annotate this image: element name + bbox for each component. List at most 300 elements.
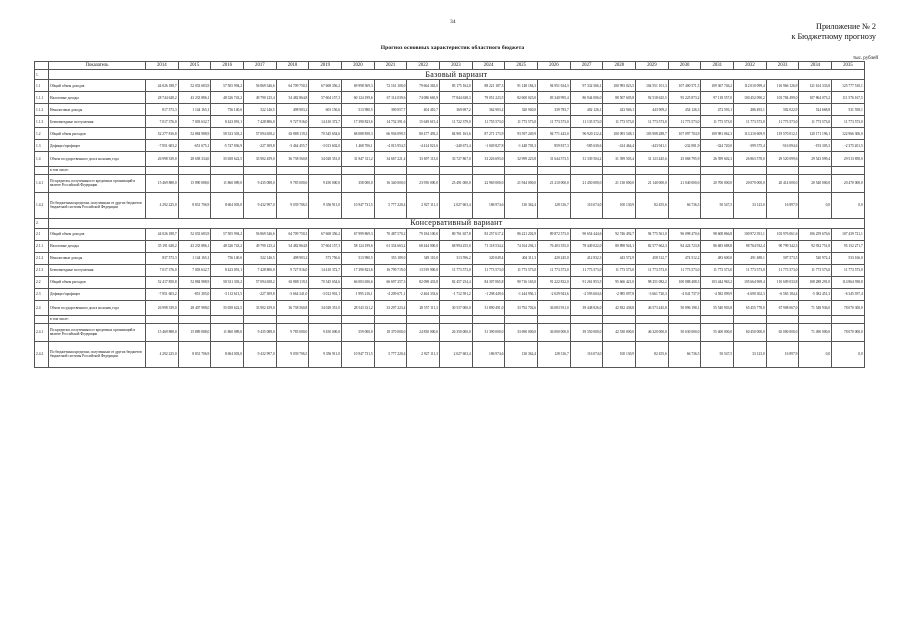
value-cell [505,167,538,175]
value-cell: 25 068 795,9 [668,152,701,167]
value-cell: -4 041 737,9 [668,288,701,300]
value-cell: 9 785 000,0 [276,323,309,341]
value-cell: 10 947 731,5 [342,192,375,218]
value-cell: -7 851 603,2 [146,140,179,152]
row-number: 1.4.2 [35,192,49,218]
value-cell [832,167,865,175]
value-cell: 91 148 184,3 [505,80,538,92]
value-cell: 8 423 091,1 [211,116,244,128]
value-cell: 29 513 858,0 [832,152,865,167]
value-cell: 116 074,0 [570,341,603,367]
value-cell: 89 872 573,0 [538,228,571,240]
row-number: 2.4.1 [35,323,49,341]
value-cell: -4 690 302,3 [734,288,767,300]
value-cell: 26 399 602,3 [701,152,734,167]
header-cell-year: 2015 [178,62,211,70]
value-cell: 11 135 573,0 [570,116,603,128]
table-row [35,288,865,300]
value-cell: 8 423 091,1 [211,264,244,276]
row-number: 2.2 [35,276,49,288]
value-cell: 33 902 459,0 [244,152,277,167]
value-cell: 50 547,5 [701,192,734,218]
value-cell: 7 003 632,7 [178,264,211,276]
value-cell: 90 654 444,6 [570,228,603,240]
value-cell: 50 547,5 [701,341,734,367]
value-cell: 92 518 625,5 [636,92,669,104]
value-cell: 474 512,2 [668,252,701,264]
value-cell: 44 026 188,7 [146,80,179,92]
value-cell: 23 491 000,0 [440,174,473,192]
value-cell [374,315,407,323]
value-cell: 1 468 706,1 [342,140,375,152]
table-row [35,128,865,140]
value-cell [309,167,342,175]
value-cell: -5 382 451,3 [799,288,832,300]
value-cell: 7 003 632,7 [178,116,211,128]
table-row [35,104,865,116]
value-cell: 103 976 061,6 [766,228,799,240]
header-cell-year: 2035 [832,62,865,70]
table-row [35,252,865,264]
value-cell: 14 410 372,7 [309,116,342,128]
value-cell: 71 548 936,0 [799,300,832,315]
value-cell: 10 947 731,5 [342,341,375,367]
value-cell [799,315,832,323]
value-cell: 11 860 089,0 [211,323,244,341]
header-cell-index [35,62,49,70]
value-cell: 97 118 557,0 [701,92,734,104]
value-cell: 18 370 000,0 [374,323,407,341]
value-cell: 0,0 [832,192,865,218]
value-cell: 94 775 561,0 [636,228,669,240]
row-number: 1.3 [35,140,49,152]
value-cell: 86 221 202,9 [505,228,538,240]
value-cell: 11 773 573,0 [799,264,832,276]
value-cell: 42 832 438,8 [603,300,636,315]
value-cell: 84 307 065,8 [472,276,505,288]
value-cell: -240 673,4 [440,140,473,152]
value-cell: 58 331 303,2 [211,276,244,288]
value-cell: 122 966 306,0 [832,128,865,140]
value-cell: 43 233 886,1 [178,92,211,104]
value-cell: 483 600,0 [701,252,734,264]
value-cell: 94 951 634,3 [538,80,571,92]
value-cell: 186 974,6 [472,341,505,367]
header-cell-year: 2027 [570,62,603,70]
value-cell [766,167,799,175]
value-cell: 110 609 033,8 [766,276,799,288]
value-cell: 11 773 573,0 [636,264,669,276]
value-cell: 98 251 082,2 [636,276,669,288]
header-cell-year: 2014 [146,62,179,70]
value-cell [276,167,309,175]
value-cell [701,167,734,175]
value-cell [701,315,734,323]
section-title: Базовый вариант [49,70,865,80]
value-cell: 9 039 706,5 [276,192,309,218]
value-cell: 90 716 165,0 [505,276,538,288]
value-cell: 87 271 173,9 [472,128,505,140]
value-cell: 8 831 706,9 [178,192,211,218]
value-cell [766,315,799,323]
value-cell [505,315,538,323]
value-cell: 5 777 220,4 [374,192,407,218]
section-row [35,218,865,228]
value-cell: 17 390 823,6 [342,116,375,128]
header-cell-year: 2032 [734,62,767,70]
header-cell-year: 2030 [668,62,701,70]
row-label: Налоговые доходы [49,240,146,252]
value-cell: 20 540 000,0 [799,174,832,192]
value-cell: 0,0 [832,341,865,367]
value-cell: 11 773 573,0 [832,116,865,128]
value-cell: 17 390 823,6 [342,264,375,276]
row-number: 2.3 [35,288,49,300]
table-row [35,140,865,152]
value-cell: 100 972 391,1 [734,228,767,240]
value-cell: -4 414 021,6 [407,140,440,152]
value-cell: -1 298 449,6 [472,288,505,300]
value-cell: -2 464 333,6 [407,288,440,300]
value-cell: 43 233 886,1 [178,240,211,252]
value-cell: 96 920 112,4 [570,128,603,140]
header-cell-year: 2024 [472,62,505,70]
value-cell: 71 118 534,2 [472,240,505,252]
value-cell: 66 736,5 [668,341,701,367]
value-cell: 9 450 000,0 [309,323,342,341]
value-cell: 21 140 000,0 [636,174,669,192]
value-cell [734,167,767,175]
value-cell: 28 557 111,3 [407,300,440,315]
value-cell: 88 507 605,8 [603,92,636,104]
value-cell: 36 000 000,0 [538,323,571,341]
value-cell: 34 028 351,0 [309,300,342,315]
value-cell: 491 488,1 [734,252,767,264]
value-cell: 116 966 126,9 [766,80,799,92]
value-cell: 49 790 125,4 [244,240,277,252]
value-cell: -227 309,8 [244,288,277,300]
value-cell: 28 744 628,2 [146,92,179,104]
section-index: 2. [35,218,49,228]
value-cell: 68 444 000,0 [407,240,440,252]
value-cell: 52 033 683,9 [178,80,211,92]
appendix-heading [791,22,876,41]
value-cell: 603 156,6 [309,104,342,116]
value-cell [668,167,701,175]
value-cell [178,167,211,175]
value-cell: 454 126,3 [668,104,701,116]
value-cell: 358 000,0 [342,174,375,192]
table-row [35,264,865,276]
value-cell: 11 773 573,0 [636,116,669,128]
row-number: 1.1 [35,80,49,92]
value-cell: 14 410 372,7 [309,264,342,276]
value-cell: 79 184 100,0 [407,228,440,240]
value-cell: 756 140,6 [211,104,244,116]
value-cell: -2 375 201,5 [832,140,865,152]
row-label: в том числе: [49,167,146,175]
value-cell: 35 658 622,5 [211,300,244,315]
value-cell: 48 326 743,2 [211,240,244,252]
header-cell-year: 2021 [374,62,407,70]
value-cell: 65 000 000,0 [766,323,799,341]
value-cell: 84 424 723,8 [668,240,701,252]
value-cell: 100 130,9 [603,341,636,367]
value-cell: 16 340 000,0 [374,174,407,192]
value-cell: 26 863 578,0 [734,152,767,167]
value-cell: 11 773 573,0 [734,264,767,276]
value-cell: 313 596,2 [440,252,473,264]
value-cell: 423 946,1 [603,104,636,116]
value-cell: 34 028 351,0 [309,152,342,167]
value-cell: 46 320 000,0 [636,323,669,341]
value-cell: -3 464 455,7 [276,140,309,152]
value-cell: 67 999 869,3 [342,228,375,240]
value-cell: 33 690 000,0 [505,323,538,341]
value-cell: 412 832,3 [570,252,603,264]
value-cell: 349 110,0 [407,252,440,264]
value-cell: 36 738 560,8 [276,152,309,167]
value-cell: -3 661 720,3 [636,288,669,300]
value-cell: 31 390 000,0 [472,323,505,341]
value-cell: 57 604 157,3 [309,240,342,252]
header-cell-year: 2020 [342,62,375,70]
value-cell: 67 668 356,2 [309,228,342,240]
value-cell: 56 869 346,6 [244,228,277,240]
value-cell: -3 013 602,0 [309,140,342,152]
value-cell: 44 026 188,7 [146,228,179,240]
table-row [35,240,865,252]
value-cell: 95 152 271,7 [832,240,865,252]
value-cell: 66 003 656,6 [342,276,375,288]
value-cell: 58 333 303,2 [211,128,244,140]
appendix-line-1: Приложение № 2 [816,22,876,31]
table-row [35,174,865,192]
value-cell: 86 683 688,8 [701,240,734,252]
value-cell: 77 844 638,3 [440,92,473,104]
value-cell: 78 070 000,0 [832,323,865,341]
value-cell: 68 994 255,0 [440,240,473,252]
value-cell: 9 356 911,0 [309,341,342,367]
value-cell: 107 097 704,9 [668,128,701,140]
value-cell: 756 140,6 [211,252,244,264]
value-cell: 11 773 573,0 [472,264,505,276]
value-cell: 11 773 573,0 [734,116,767,128]
value-cell: 390 057,7 [374,104,407,116]
value-cell: 92 932 751,8 [799,240,832,252]
unit-label: тыс. рублей [853,56,878,61]
value-cell: 82 457 254,4 [440,276,473,288]
row-number [35,315,49,323]
value-cell: 11 773 573,0 [603,116,636,128]
value-cell: 9 356 911,0 [309,192,342,218]
value-cell: 79 051 223,5 [472,92,505,104]
value-cell: 9 785 000,0 [276,174,309,192]
value-cell: 33 123,0 [734,192,767,218]
value-cell: 39 448 826,0 [570,300,603,315]
value-cell: 54 482 864,8 [276,240,309,252]
value-cell: 90 799 342,3 [766,240,799,252]
value-cell: 4 292 225,0 [146,341,179,367]
table-row [35,116,865,128]
value-cell: 9 435 088,0 [244,323,277,341]
value-cell: 70 345 654,6 [309,276,342,288]
value-cell: 96 098 470,6 [668,228,701,240]
value-cell [472,167,505,175]
row-number: 2.1.3 [35,264,49,276]
value-cell: 9 432 997,0 [244,341,277,367]
value-cell: 33 902 459,0 [244,300,277,315]
value-cell: 16 897,9 [766,341,799,367]
value-cell: 103 908 288,7 [636,128,669,140]
value-cell: 11 773 573,0 [505,264,538,276]
table-row [35,323,865,341]
value-cell: 68 088 858,3 [342,128,375,140]
value-cell: 9 450 000,0 [309,174,342,192]
value-cell [407,167,440,175]
value-cell: -585 630,6 [570,140,603,152]
value-cell: 60 450 000,0 [734,323,767,341]
value-cell: -1 448 703,3 [505,140,538,152]
value-cell: 57 094 658,2 [244,128,277,140]
value-cell: 13 919 900,0 [407,264,440,276]
value-cell: -232 081,9 [668,140,701,152]
row-number [35,167,49,175]
value-cell [440,167,473,175]
value-cell: -516 094,6 [766,140,799,152]
row-label: По бюджетным кредитам, полученным от других бюджетов бюджетной системы Российской Федерации [49,192,146,218]
value-cell: -6 345 397,4 [832,288,865,300]
value-cell: 21 450 000,0 [570,174,603,192]
value-cell: 52 033 683,9 [178,228,211,240]
value-cell: 9 727 916,0 [276,264,309,276]
value-cell: 128 316,7 [538,192,571,218]
table-row [35,228,865,240]
value-cell: 33 226 693,0 [472,152,505,167]
value-cell: 11 773 573,0 [832,264,865,276]
value-cell [734,315,767,323]
value-cell: 106 259 676,6 [799,228,832,240]
value-cell [211,315,244,323]
value-cell: 8 604 003,0 [211,192,244,218]
row-number: 2.1.1 [35,240,49,252]
value-cell: -227 309,8 [244,140,277,152]
table-row [35,167,865,175]
value-cell: 74 086 665,9 [407,92,440,104]
page-number: 34 [450,19,456,25]
value-cell: -2 593 604,6 [570,288,603,300]
value-cell: 67 908 067,0 [766,300,799,315]
value-cell: 498 903,2 [276,252,309,264]
value-cell: 88 764 932,4 [734,240,767,252]
value-cell: 531 558,1 [832,104,865,116]
value-cell: -3 012 901,1 [309,288,342,300]
value-cell: 52 884 988,9 [178,128,211,140]
value-cell: 35 658 622,5 [211,152,244,167]
value-cell: 82 455,6 [636,341,669,367]
value-cell: 95 225 873,2 [668,92,701,104]
table-row [35,341,865,367]
value-cell: 2 027 603,4 [440,192,473,218]
value-cell: -443 941,1 [636,140,669,152]
value-cell: 130 362,4 [505,192,538,218]
value-cell: 88 221 187,3 [472,80,505,92]
value-cell: 369 697,2 [440,104,473,116]
value-cell: 11 773 573,0 [538,116,571,128]
header-cell-year: 2019 [309,62,342,70]
row-number: 1.2 [35,128,49,140]
header-cell-year: 2033 [766,62,799,70]
row-number: 1.4.1 [35,174,49,192]
value-cell: 21 040 000,0 [668,174,701,192]
value-cell: 92 746 492,7 [603,228,636,240]
value-cell: 7 017 376,0 [146,116,179,128]
value-cell: 65 455 778,0 [734,300,767,315]
value-cell [342,167,375,175]
value-cell: 54 482 864,8 [276,92,309,104]
value-cell: 11 773 573,0 [668,264,701,276]
value-cell: 573 756,6 [309,252,342,264]
row-label: Налоговые доходы [49,92,146,104]
value-cell: 837 573,3 [146,252,179,264]
value-cell: 11 773 573,0 [766,264,799,276]
value-cell: 114 864 938,8 [832,276,865,288]
value-cell: -324 720,0 [701,140,734,152]
value-cell: 472 593,1 [701,104,734,116]
value-cell: 2 027 603,4 [440,341,473,367]
value-cell: 130 362,4 [505,341,538,367]
value-cell: 5 777 220,4 [374,341,407,367]
value-cell: 1 144 165,1 [178,252,211,264]
value-cell [636,315,669,323]
value-cell: 22 969 000,0 [472,174,505,192]
value-cell: 507 573,5 [766,252,799,264]
value-cell: 31 339 504,2 [570,152,603,167]
value-cell: 74 164 294,1 [505,240,538,252]
row-number: 1.1.2 [35,104,49,116]
value-cell [440,315,473,323]
value-cell [244,315,277,323]
value-cell: -851 305,0 [178,288,211,300]
value-cell: -3 664 341,0 [276,288,309,300]
document-title: Прогноз основных характеристик областного бюджета [380,45,525,51]
value-cell [636,167,669,175]
value-cell: 2 927 111,3 [407,192,440,218]
value-cell: 64 709 750,3 [276,80,309,92]
value-cell: 84 901 163,6 [440,128,473,140]
value-cell [603,167,636,175]
value-cell: 21 944 000,0 [505,174,538,192]
value-cell: 57 604 157,3 [309,92,342,104]
value-cell: 105 664 969,4 [734,276,767,288]
value-cell: 9 435 088,0 [244,174,277,192]
value-cell: 353 189,0 [374,252,407,264]
value-cell: 95 666 421,0 [603,276,636,288]
value-cell [146,315,179,323]
value-cell: 42 530 000,0 [603,323,636,341]
value-cell: 1 144 165,1 [178,104,211,116]
value-cell: 111 576 167,5 [832,92,865,104]
value-cell: 91 222 832,0 [538,276,571,288]
value-cell [244,167,277,175]
value-cell: 33 792 702,6 [505,300,538,315]
value-cell: 128 316,7 [538,341,571,367]
value-cell: 66 697 257,3 [374,276,407,288]
value-cell: -414 464,4 [603,140,636,152]
value-cell: 82 455,6 [636,192,669,218]
value-cell: 11 773 573,0 [799,116,832,128]
value-cell: 1 995 216,1 [342,288,375,300]
